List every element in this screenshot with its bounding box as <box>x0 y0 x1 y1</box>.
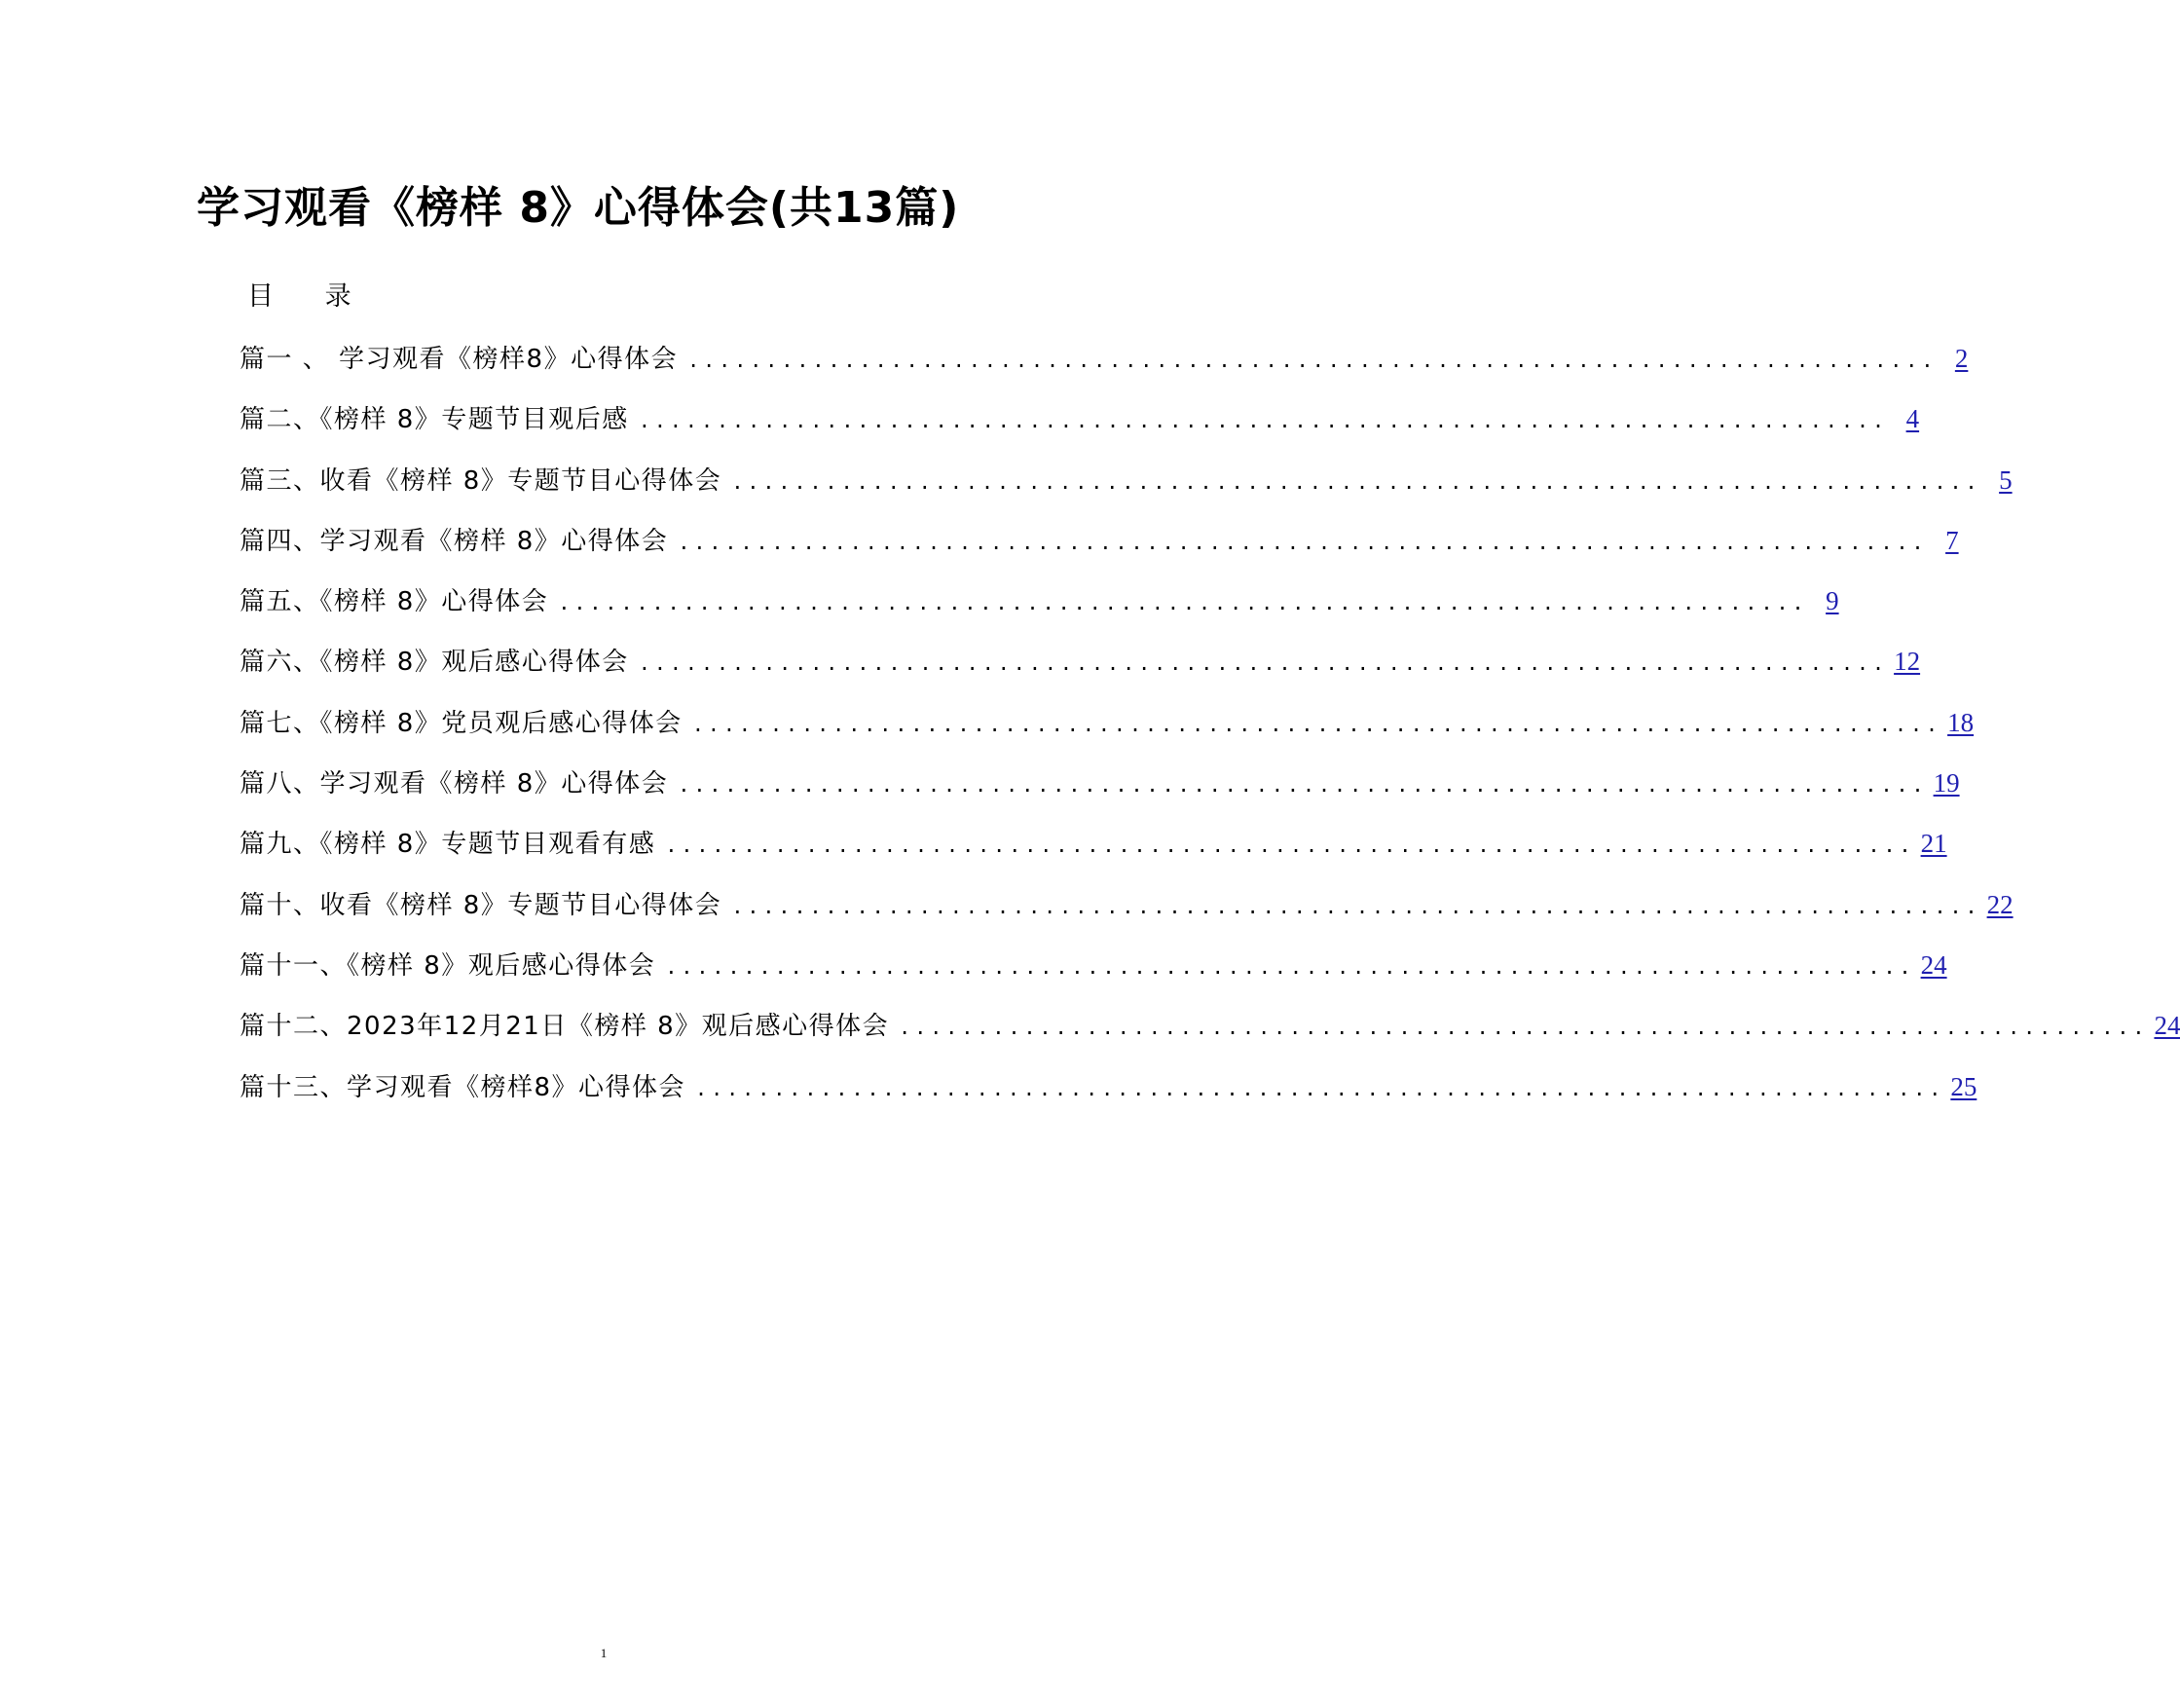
toc-dot-leader: ................................................................................ <box>731 894 1981 918</box>
toc-page-link[interactable]: 18 <box>1947 707 1975 737</box>
toc-entry-label: 篇十二、2023年12月21日《榜样 8》观后感心得体会 <box>240 1012 890 1042</box>
toc-page-link[interactable]: 2 <box>1954 344 1969 373</box>
toc-entry-label: 篇三、收看《榜样 8》专题节目心得体会 <box>240 465 722 496</box>
toc-dot-leader: ................................................................................ <box>687 349 1938 372</box>
toc-dot-leader: ................................................................................ <box>558 591 1808 615</box>
toc-heading: 目 录 <box>247 281 373 312</box>
toc-dot-leader: ................................................................................ <box>665 834 1915 858</box>
toc-dot-leader: ................................................................................ <box>731 469 1981 494</box>
toc-entry[interactable] <box>240 826 1947 886</box>
table-of-contents <box>240 341 2180 1130</box>
toc-entry-label: 篇五、《榜样 8》心得体会 <box>240 587 549 617</box>
toc-dot-leader: ................................................................................ <box>665 954 1915 979</box>
toc-entry[interactable] <box>240 765 1960 826</box>
toc-dot-leader: ................................................................................ <box>638 651 1889 676</box>
toc-entry-label: 篇十一、《榜样 8》观后感心得体会 <box>240 950 656 981</box>
toc-page-link[interactable]: 19 <box>1933 768 1960 798</box>
toc-entry[interactable] <box>240 644 1921 704</box>
toc-entry[interactable] <box>240 583 1839 644</box>
toc-page-link[interactable]: 5 <box>1999 464 2013 495</box>
toc-dot-leader: ................................................................................ <box>899 1016 2149 1040</box>
toc-page-link[interactable]: 22 <box>1986 889 2014 919</box>
toc-entry[interactable] <box>240 705 1975 765</box>
toc-page-link[interactable]: 9 <box>1826 586 1839 616</box>
toc-entry[interactable] <box>240 523 1959 583</box>
toc-entry[interactable] <box>240 401 1920 462</box>
toc-dot-leader: ................................................................................ <box>691 712 1942 736</box>
toc-entry-label: 篇九、《榜样 8》专题节目观看有感 <box>240 830 656 860</box>
toc-entry[interactable] <box>240 1069 1977 1130</box>
toc-page-link[interactable]: 24 <box>2154 1011 2180 1041</box>
toc-page-link[interactable]: 4 <box>1905 404 1920 434</box>
toc-dot-leader: ................................................................................ <box>638 409 1889 433</box>
toc-entry[interactable] <box>240 947 1947 1008</box>
document-title: 学习观看《榜样 8》心得体会(共13篇) <box>197 183 960 233</box>
toc-dot-leader: ................................................................................ <box>678 773 1928 798</box>
toc-entry[interactable] <box>240 463 2013 523</box>
toc-page-link[interactable]: 25 <box>1950 1071 1977 1101</box>
toc-entry-label: 篇六、《榜样 8》观后感心得体会 <box>240 648 629 678</box>
toc-dot-leader: ................................................................................ <box>695 1076 1945 1100</box>
toc-entry-label: 篇十、收看《榜样 8》专题节目心得体会 <box>240 890 722 920</box>
toc-entry-label: 篇四、学习观看《榜样 8》心得体会 <box>240 526 669 556</box>
toc-page-link[interactable]: 24 <box>1920 949 1947 980</box>
toc-dot-leader: ................................................................................ <box>678 530 1928 554</box>
toc-page-link[interactable]: 21 <box>1920 829 1947 859</box>
toc-entry[interactable] <box>240 887 2014 947</box>
toc-entry-label: 篇二、《榜样 8》专题节目观后感 <box>240 405 629 435</box>
toc-entry[interactable] <box>240 341 1969 401</box>
toc-entry[interactable] <box>240 1008 2180 1068</box>
toc-page-link[interactable]: 12 <box>1894 647 1921 677</box>
toc-entry-label: 篇七、《榜样 8》党员观后感心得体会 <box>240 708 683 738</box>
toc-entry-label: 篇一 、 学习观看《榜样8》心得体会 <box>240 345 679 374</box>
page-number: 1 <box>600 1646 608 1660</box>
toc-page-link[interactable]: 7 <box>1945 525 1959 555</box>
toc-entry-label: 篇十三、学习观看《榜样8》心得体会 <box>240 1072 686 1102</box>
toc-entry-label: 篇八、学习观看《榜样 8》心得体会 <box>240 769 669 799</box>
